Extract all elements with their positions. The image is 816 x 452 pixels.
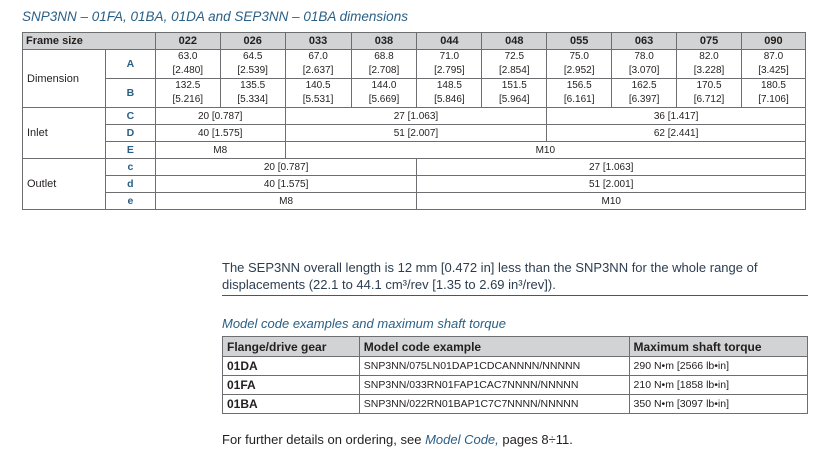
frame-size: 075 <box>677 33 742 50</box>
model-code-table <box>222 336 808 414</box>
flange-cell: 01FA <box>223 376 360 395</box>
value-cell: 148.5 [5.846] <box>417 79 482 108</box>
table-row <box>23 125 806 142</box>
frame-size: 063 <box>612 33 677 50</box>
value-cell: 71.0 [2.795] <box>417 50 482 79</box>
value-cell: 132.5 [5.216] <box>155 79 220 108</box>
page-title: SNP3NN – 01FA, 01BA, 01DA and SEP3NN – 01BA dimensions <box>22 9 408 24</box>
value-cell: 180.5 [7.106] <box>741 79 805 108</box>
model-section-title: Model code examples and maximum shaft torque <box>222 316 506 331</box>
flange-cell: 01BA <box>223 395 360 414</box>
dimension-symbol: c <box>105 159 155 176</box>
value-cell: 162.5 [6.397] <box>612 79 677 108</box>
value-cell: 68.8 [2.708] <box>351 50 417 79</box>
frame-size: 026 <box>220 33 285 50</box>
value-cell: 87.0 [3.425] <box>741 50 805 79</box>
value-cell: 20 [0.787] <box>155 108 285 125</box>
value-cell: 62 [2.441] <box>547 125 806 142</box>
value-cell: 156.5 [6.161] <box>547 79 612 108</box>
model-code-cell: SNP3NN/075LN01DAP1CDCANNNN/NNNNN <box>359 357 629 376</box>
dimension-symbol: B <box>105 79 155 108</box>
torque-cell: 350 N•m [3097 lb•in] <box>629 395 807 414</box>
frame-size: 038 <box>351 33 417 50</box>
group-label-inlet: Inlet <box>23 108 106 159</box>
table-row <box>23 79 806 108</box>
flange-cell: 01DA <box>223 357 360 376</box>
column-header: Model code example <box>359 337 629 357</box>
frame-size: 044 <box>417 33 482 50</box>
dimensions-table <box>22 32 806 210</box>
table-row <box>23 176 806 193</box>
column-header: Maximum shaft torque <box>629 337 807 357</box>
value-cell: 63.0 [2.480] <box>155 50 220 79</box>
column-header: Flange/drive gear <box>223 337 360 357</box>
model-code-cell: SNP3NN/033RN01FAP1CAC7NNNN/NNNNN <box>359 376 629 395</box>
dimension-symbol: d <box>105 176 155 193</box>
frame-size: 033 <box>285 33 351 50</box>
value-cell: 144.0 [5.669] <box>351 79 417 108</box>
value-cell: 75.0 [2.952] <box>547 50 612 79</box>
value-cell: 27 [1.063] <box>285 108 547 125</box>
value-cell: 78.0 [3.070] <box>612 50 677 79</box>
footer-suffix: pages 8÷11. <box>498 432 573 447</box>
frame-size-header-row <box>23 33 806 50</box>
group-label-dimension: Dimension <box>23 50 106 108</box>
value-cell: 170.5 [6.712] <box>677 79 742 108</box>
value-cell: 36 [1.417] <box>547 108 806 125</box>
value-cell: M10 <box>417 193 806 210</box>
value-cell: 140.5 [5.531] <box>285 79 351 108</box>
table-row <box>23 193 806 210</box>
dimension-symbol: E <box>105 142 155 159</box>
value-cell: 151.5 [5.964] <box>482 79 547 108</box>
value-cell: 51 [2.001] <box>417 176 806 193</box>
frame-size: 055 <box>547 33 612 50</box>
dimension-symbol: A <box>105 50 155 79</box>
value-cell: 27 [1.063] <box>417 159 806 176</box>
value-cell: 40 [1.575] <box>155 125 285 142</box>
value-cell: 20 [0.787] <box>155 159 417 176</box>
value-cell: 64.5 [2.539] <box>220 50 285 79</box>
value-cell: 51 [2.007] <box>285 125 547 142</box>
dimension-symbol: C <box>105 108 155 125</box>
dimension-symbol: D <box>105 125 155 142</box>
table-row <box>223 376 808 395</box>
table-row <box>223 395 808 414</box>
value-cell: 40 [1.575] <box>155 176 417 193</box>
table-row <box>23 108 806 125</box>
value-cell: 82.0 [3.228] <box>677 50 742 79</box>
table-row <box>223 357 808 376</box>
ordering-footer <box>222 432 573 447</box>
value-cell: M10 <box>285 142 805 159</box>
frame-size: 022 <box>155 33 220 50</box>
torque-cell: 210 N•m [1858 lb•in] <box>629 376 807 395</box>
model-code-cell: SNP3NN/022RN01BAP1C7C7NNNN/NNNNN <box>359 395 629 414</box>
table-row <box>23 50 806 79</box>
table-row <box>23 159 806 176</box>
table-row <box>23 142 806 159</box>
length-note: The SEP3NN overall length is 12 mm [0.472 in] less than the SNP3NN for the whole range of displacements (22.1 to 44.1 cm³/rev [1.35 to 2.69 in³/rev]). <box>222 259 808 296</box>
value-cell: M8 <box>155 142 285 159</box>
value-cell: M8 <box>155 193 417 210</box>
group-label-outlet: Outlet <box>23 159 106 210</box>
value-cell: 67.0 [2.637] <box>285 50 351 79</box>
frame-size: 048 <box>482 33 547 50</box>
frame-size-label: Frame size <box>23 33 156 50</box>
model-code-link[interactable]: Model Code, <box>425 432 499 447</box>
dimension-symbol: e <box>105 193 155 210</box>
value-cell: 135.5 [5.334] <box>220 79 285 108</box>
frame-size: 090 <box>741 33 805 50</box>
torque-cell: 290 N•m [2566 lb•in] <box>629 357 807 376</box>
footer-prefix: For further details on ordering, see <box>222 432 426 447</box>
value-cell: 72.5 [2.854] <box>482 50 547 79</box>
model-table-header-row <box>223 337 808 357</box>
